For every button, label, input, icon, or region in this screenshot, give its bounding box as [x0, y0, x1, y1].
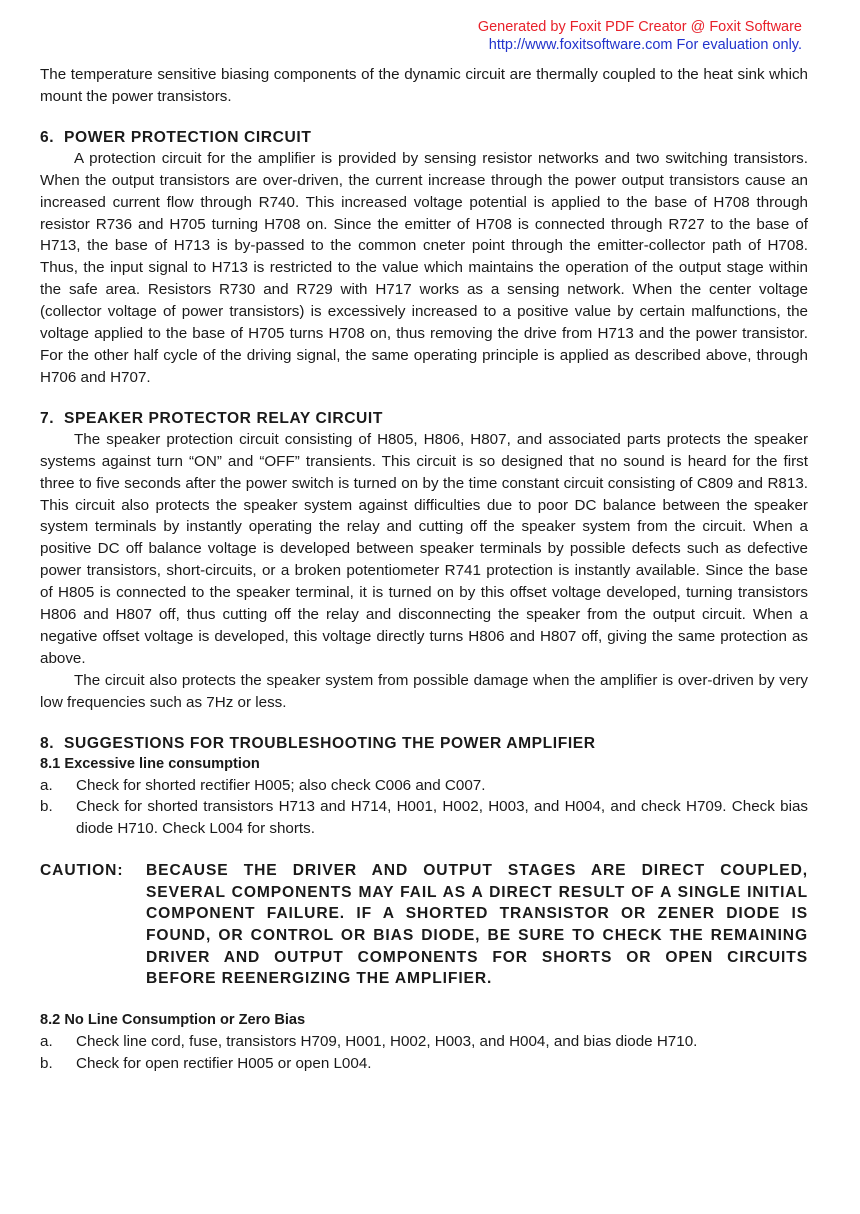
list-marker: a. — [40, 1032, 53, 1050]
list-item-text: Check for shorted rectifier H005; also check C006 and C007. — [76, 776, 486, 794]
watermark — [478, 18, 802, 54]
subsection-8-1-heading: 8.1 Excessive line consumption — [40, 755, 260, 772]
watermark-generator-text: Generated by Foxit PDF Creator @ Foxit Software — [477, 19, 802, 35]
list-item-text: Check for shorted transistors H713 and H714, H001, H002, H003, and H004, and check H709. Check bias diode H710. Check L004 for shorts. — [76, 798, 808, 838]
section-8-title: SUGGESTIONS FOR TROUBLESHOOTING THE POWER AMPLIFIER — [64, 734, 596, 752]
section-6-body: A protection circuit for the amplifier is provided by sensing resistor networks and two switching transistors. When the output transistors are over-driven, the current increase through the power output transistors cause an increased current flow through R740. This increased voltage potential is applied to the base of H708 through resistor R736 and H705 turning H708 on. Since the emitter of H708 is connected through R727 to the base of H713, the base of H713 is by-passed to the common cneter point through the emitter-collector path of H708. Thus, the input signal to H713 is restricted to the value which maintains the operation of the output stage within the safe area. Resistors R730 and R729 with H717 works as a sensing network. When the center voltage (collector voltage of power transistors) is excessively increased to a positive value by certain malfunctions, the voltage applied to the base of H705 turns H708 on, thus removing the drive from H713 and the power transistor. For the other half cycle of the driving signal, the same operating principle is applied as described above, through H706 and H707. — [40, 149, 808, 386]
section-7-body-2: The circuit also protects the speaker system from possible damage when the amplifier is over-driven by very low frequencies such as 7Hz or less. — [40, 671, 808, 711]
caution-label: CAUTION: — [40, 862, 124, 880]
section-7-heading — [40, 408, 808, 429]
document-page — [40, 64, 808, 1075]
section-6-heading — [40, 127, 808, 148]
list-item — [40, 775, 808, 797]
list-item — [40, 1031, 808, 1053]
list-item-text: Check for open rectifier H005 or open L004. — [76, 1054, 372, 1072]
subsection-8-2-heading: 8.2 No Line Consumption or Zero Bias — [40, 1011, 306, 1028]
watermark-url-text: http://www.foxitsoftware.com For evaluation only. — [488, 37, 802, 53]
section-7-body-1: The speaker protection circuit consisting of H805, H806, H807, and associated parts protects the speaker systems against turn “ON” and “OFF” transients. This circuit is so designed that no sound is heard for the first three to five seconds after the power switch is turned on by the time constant circuit consisting of C809 and R813. This circuit also protects the speaker system against difficulties due to poor DC balance between the speaker system terminals by instantly operating the relay and cutting off the speaker system from the circuit. When a positive DC off balance voltage is developed between speaker terminals by possible defects such as defective power transistors, short-circuits, or a broken potentiometer R741 protection is instantly available. Since the base of H805 is connected to the speaker terminal, it is turned on by this offset voltage developed, turning transistors H806 and H807 off, thus cutting off the relay and disconnecting the speaker from the output circuit. When a negative offset voltage is developed, this voltage directly turns H806 and H807 off, giving the same protection as above. — [40, 430, 808, 667]
list-marker: b. — [40, 1054, 53, 1072]
section-8-heading — [40, 733, 808, 754]
list-item — [40, 796, 808, 840]
section-6-number: 6. — [40, 128, 55, 146]
section-7-title: SPEAKER PROTECTOR RELAY CIRCUIT — [64, 409, 383, 427]
section-7-number: 7. — [40, 409, 55, 427]
intro-paragraph: The temperature sensitive biasing components of the dynamic circuit are thermally coupled to the heat sink which mount the power transistors. — [40, 66, 808, 105]
caution-block — [40, 860, 808, 990]
list-item-text: Check line cord, fuse, transistors H709, H001, H002, H003, and H004, and bias diode H710. — [76, 1032, 698, 1050]
list-marker: b. — [40, 798, 53, 816]
section-8-number: 8. — [40, 734, 55, 752]
caution-text: BECAUSE THE DRIVER AND OUTPUT STAGES ARE DIRECT COUPLED, SEVERAL COMPONENTS MAY FAIL AS A DIRECT RESULT OF A SINGLE INITIAL COMPONENT FAILURE. IF A SHORTED TRANSISTOR OR ZENER DIODE IS FOUND, OR CONTROL OR BIAS DIODE, BE SURE TO CHECK THE REMAINING DRIVER AND OUTPUT COMPONENTS FOR SHORTS OR OPEN CIRCUITS BEFORE REENERGIZING THE AMPLIFIER. — [146, 862, 808, 988]
list-item — [40, 1053, 808, 1075]
list-marker: a. — [40, 776, 53, 794]
section-6-title: POWER PROTECTION CIRCUIT — [64, 128, 312, 146]
